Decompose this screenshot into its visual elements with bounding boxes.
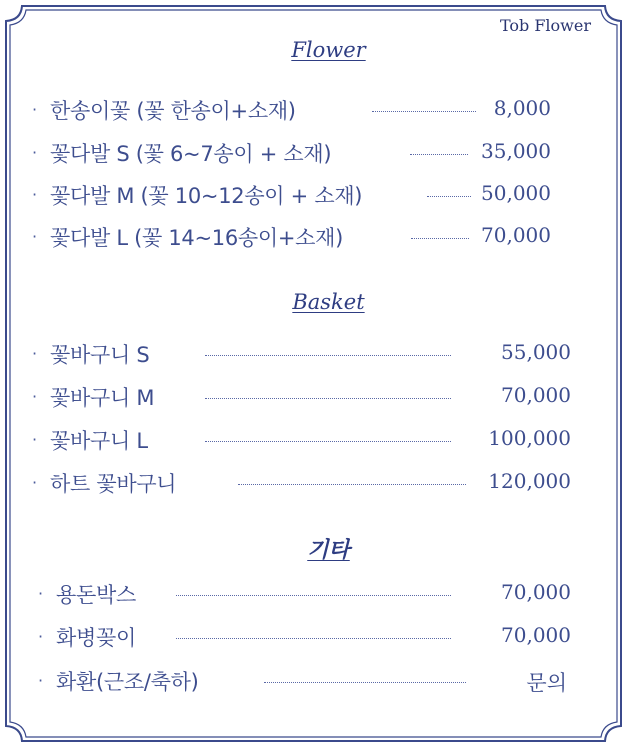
bullet-icon: · — [38, 627, 44, 646]
menu-row — [0, 579, 627, 611]
dotted-leader — [238, 484, 466, 485]
dotted-leader — [410, 154, 468, 155]
dotted-leader — [205, 441, 451, 442]
section-title-etc: 기타 — [307, 538, 350, 563]
menu-item-label: 꽃바구니 S — [50, 343, 150, 367]
bullet-icon: · — [32, 143, 38, 162]
menu-item-price: 70,000 — [501, 580, 571, 604]
dotted-leader — [264, 682, 466, 683]
menu-item-price: 100,000 — [488, 426, 571, 450]
menu-item-label: 꽃바구니 M — [50, 386, 155, 410]
shop-name: Tob Flower — [499, 16, 591, 35]
section-title-basket: Basket — [292, 290, 365, 314]
menu-row — [0, 382, 627, 414]
dotted-leader — [176, 595, 451, 596]
menu-item-label: 화환(근조/축하) — [56, 670, 199, 694]
dotted-leader — [176, 638, 451, 639]
bullet-icon: · — [32, 344, 38, 363]
dotted-leader — [427, 196, 471, 197]
menu-row — [0, 222, 627, 254]
menu-item-label: 꽃다발 M (꽃 10~12송이 + 소재) — [50, 184, 363, 208]
menu-row — [0, 666, 627, 698]
menu-item-label: 꽃바구니 L — [50, 429, 148, 453]
menu-item-label: 꽃다발 S (꽃 6~7송이 + 소재) — [50, 142, 332, 166]
menu-item-label: 꽃다발 L (꽃 14~16송이+소재) — [50, 226, 344, 250]
dotted-leader — [372, 111, 476, 112]
bullet-icon: · — [32, 185, 38, 204]
dotted-leader — [205, 398, 451, 399]
bullet-icon: · — [38, 584, 44, 603]
menu-item-price: 55,000 — [501, 340, 571, 364]
menu-item-label: 용돈박스 — [56, 583, 136, 607]
menu-row — [0, 425, 627, 457]
menu-row — [0, 339, 627, 371]
bullet-icon: · — [32, 100, 38, 119]
menu-item-price: 70,000 — [481, 223, 551, 247]
menu-item-price: 35,000 — [481, 139, 551, 163]
menu-row — [0, 468, 627, 500]
menu-row — [0, 138, 627, 170]
menu-item-price: 50,000 — [481, 181, 551, 205]
menu-row — [0, 95, 627, 127]
menu-row — [0, 622, 627, 654]
menu-item-label: 하트 꽃바구니 — [50, 472, 177, 496]
menu-item-price: 8,000 — [493, 96, 551, 120]
bullet-icon: · — [32, 473, 38, 492]
dotted-leader — [205, 355, 451, 356]
bullet-icon: · — [38, 671, 44, 690]
menu-item-price: 문의 — [526, 671, 567, 695]
menu-item-price: 120,000 — [488, 469, 571, 493]
dotted-leader — [411, 238, 469, 239]
menu-item-price: 70,000 — [501, 623, 571, 647]
menu-row — [0, 180, 627, 212]
menu-item-price: 70,000 — [501, 383, 571, 407]
bullet-icon: · — [32, 387, 38, 406]
menu-item-label: 한송이꽃 (꽃 한송이+소재) — [50, 99, 296, 123]
menu-item-label: 화병꽂이 — [56, 626, 136, 650]
bullet-icon: · — [32, 430, 38, 449]
section-title-flower: Flower — [291, 38, 366, 62]
bullet-icon: · — [32, 227, 38, 246]
